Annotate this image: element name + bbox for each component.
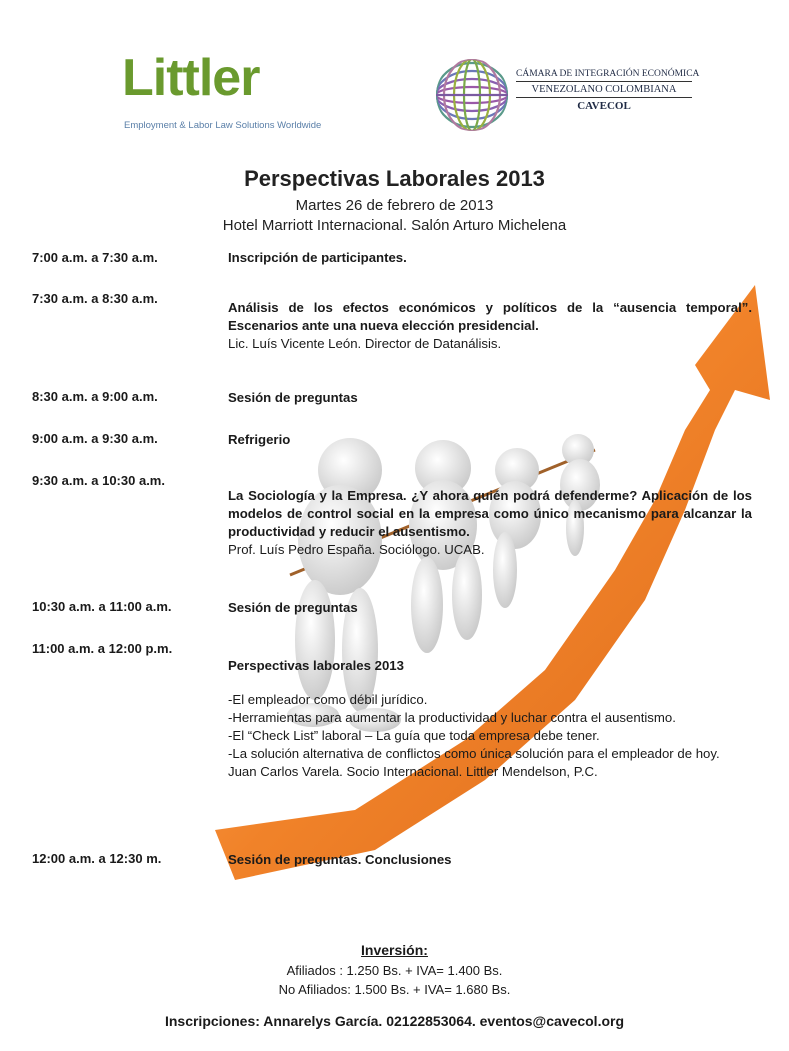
page-title: Perspectivas Laborales 2013	[244, 166, 545, 191]
investment-affiliates: Afiliados : 1.250 Bs. + IVA= 1.400 Bs.	[286, 963, 503, 978]
schedule-item-title: Perspectivas laborales 2013	[228, 658, 404, 673]
schedule-time-3: 8:30 a.m. a 9:00 a.m.	[32, 389, 158, 404]
schedule-item-4	[228, 431, 752, 449]
investment-title: Inversión:	[361, 942, 428, 958]
schedule-speaker: Juan Carlos Varela. Socio Internacional. Littler Mendelson, P.C.	[228, 764, 598, 779]
schedule-item-text: Sesión de preguntas	[228, 600, 358, 615]
schedule-item-5	[228, 487, 752, 559]
schedule-bullet: -El “Check List” laboral – La guía que toda empresa debe tener.	[228, 728, 600, 743]
cavecol-line1: CÁMARA DE INTEGRACIÓN ECONÓMICA	[516, 69, 692, 82]
schedule-time-4: 9:00 a.m. a 9:30 a.m.	[32, 431, 158, 446]
schedule-time-2: 7:30 a.m. a 8:30 a.m.	[32, 291, 158, 306]
schedule-time-6: 10:30 a.m. a 11:00 a.m.	[32, 599, 172, 614]
cavecol-logo	[432, 55, 702, 135]
schedule-time-1: 7:00 a.m. a 7:30 a.m.	[32, 250, 158, 265]
schedule-item-6	[228, 599, 752, 617]
schedule-bullet: -La solución alternativa de conflictos como única solución para el empleador de hoy.	[228, 746, 720, 761]
schedule-bullet: -El empleador como débil jurídico.	[228, 692, 428, 707]
event-date: Martes 26 de febrero de 2013	[295, 197, 494, 214]
schedule-item-8	[228, 851, 752, 869]
littler-tagline: Employment & Labor Law Solutions Worldwide	[124, 120, 322, 131]
schedule-bullet: -Herramientas para aumentar la productividad y luchar contra el ausentismo.	[228, 710, 676, 725]
littler-logo	[118, 49, 322, 142]
schedule-time-5: 9:30 a.m. a 10:30 a.m.	[32, 473, 165, 488]
schedule-item-text: Sesión de preguntas	[228, 390, 358, 405]
investment-non-affiliates: No Afiliados: 1.500 Bs. + IVA= 1.680 Bs.	[278, 982, 511, 997]
littler-wordmark: Littler	[122, 49, 260, 107]
schedule-item-text: Sesión de preguntas. Conclusiones	[228, 852, 452, 867]
orange-arrow	[215, 285, 770, 880]
event-venue: Hotel Marriott Internacional. Salón Arturo Michelena	[222, 217, 567, 234]
cavecol-line3: CAVECOL	[577, 100, 631, 112]
schedule-time-8: 12:00 a.m. a 12:30 m.	[32, 851, 162, 866]
schedule-item-3	[228, 389, 752, 407]
schedule-item-text: Análisis de los efectos económicos y políticos de la “ausencia temporal”. Escenarios ante una nueva elección presidencial.	[228, 300, 752, 333]
cavecol-line2: VENEZOLANO COLOMBIANA	[516, 82, 692, 98]
globe-icon	[434, 57, 510, 133]
schedule-item-7	[228, 657, 752, 781]
schedule-item-2	[228, 299, 752, 353]
schedule-time-7: 11:00 a.m. a 12:00 p.m.	[32, 641, 173, 656]
schedule-speaker: Lic. Luís Vicente León. Director de Datanálisis.	[228, 336, 502, 351]
contact-info: Inscripciones: Annarelys García. 02122853064. eventos@cavecol.org	[164, 1013, 625, 1029]
schedule-item-text: Inscripción de participantes.	[228, 250, 407, 265]
schedule-item-1	[228, 249, 752, 267]
schedule-item-text: La Sociología y la Empresa. ¿Y ahora quién podrá defenderme? Aplicación de los modelos de control social en la empresa como único mecanismo para alcanzar la productividad y reducir el ausentismo.	[228, 488, 752, 539]
cavecol-text	[516, 69, 700, 112]
schedule-speaker: Prof. Luís Pedro España. Sociólogo. UCAB.	[228, 542, 485, 557]
schedule-item-text: Refrigerio	[228, 432, 291, 447]
tug-of-war-arrow-illustration	[215, 270, 770, 880]
